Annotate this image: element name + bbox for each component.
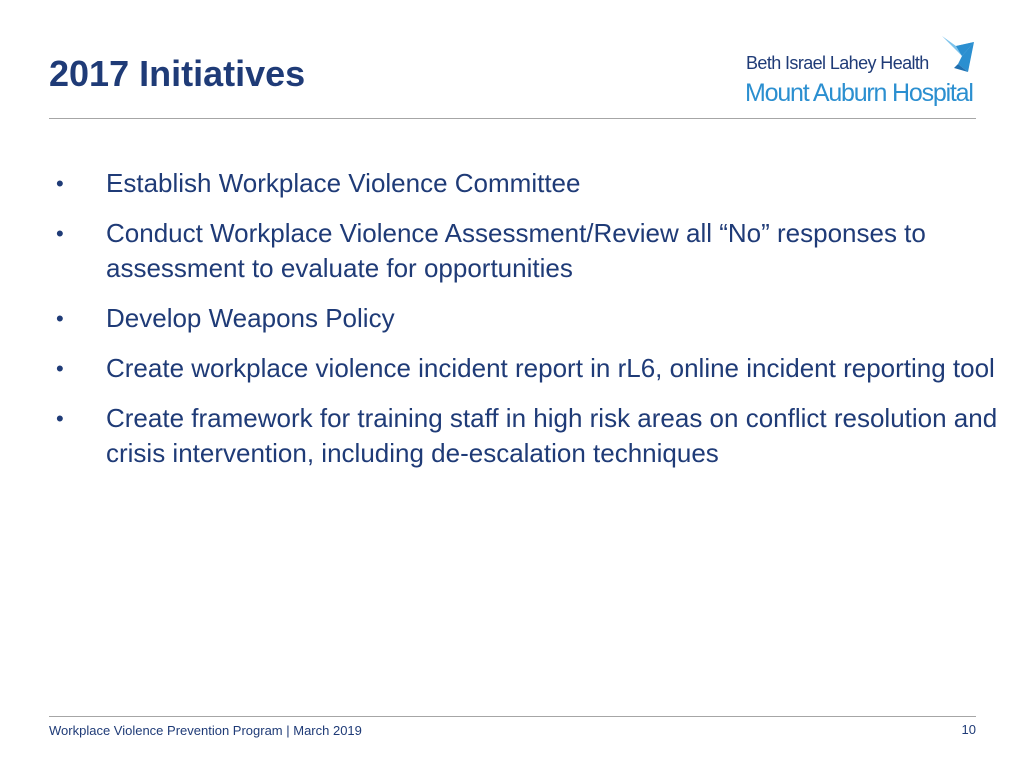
initiatives-list xyxy=(0,166,1024,486)
bullet-marker: • xyxy=(56,221,64,246)
bullet-marker: • xyxy=(56,406,64,431)
bullet-marker: • xyxy=(56,306,64,331)
bullet-marker: • xyxy=(56,356,64,381)
list-item xyxy=(0,166,1024,201)
list-item-text: Create framework for training staff in high risk areas on conflict resolution and crisis intervention, including de-escalation techniques xyxy=(106,403,998,468)
header-divider xyxy=(49,118,976,119)
blue-arrow-mark-icon xyxy=(940,36,976,74)
list-item xyxy=(0,401,1024,471)
hospital-logo xyxy=(744,36,980,108)
bullet-marker: • xyxy=(56,171,64,196)
list-item xyxy=(0,351,1024,386)
slide-title: 2017 Initiatives xyxy=(49,53,306,94)
list-item-text: Develop Weapons Policy xyxy=(106,303,395,333)
logo-hospital-name: Mount Auburn Hospital xyxy=(745,79,973,107)
page-number: 10 xyxy=(961,722,976,737)
list-item xyxy=(0,216,1024,286)
footer-divider xyxy=(49,716,976,717)
list-item-text: Establish Workplace Violence Committee xyxy=(106,168,581,198)
list-item-text: Create workplace violence incident report in rL6, online incident reporting tool xyxy=(106,353,995,383)
list-item-text: Conduct Workplace Violence Assessment/Review all “No” responses to assessment to evaluate for opportunities xyxy=(106,218,926,283)
logo-parent-org: Beth Israel Lahey Health xyxy=(746,53,929,73)
list-item xyxy=(0,301,1024,336)
footer-text: Workplace Violence Prevention Program | March 2019 xyxy=(49,723,362,738)
